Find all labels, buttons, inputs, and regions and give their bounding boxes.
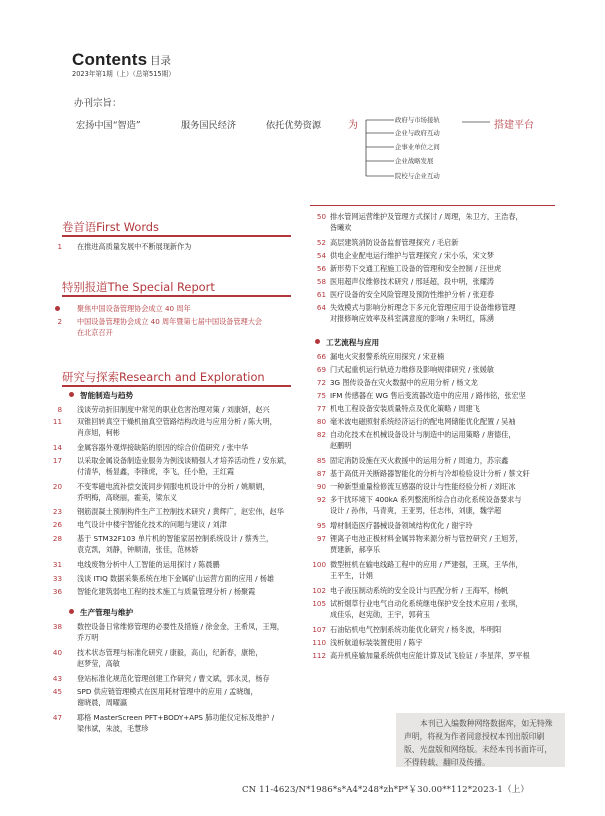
bridge-item: 企事业单位之间	[395, 143, 440, 151]
subsection-heading	[69, 390, 133, 401]
toc-entry-title: 袁克凯，刘静，钟顺清，张佳，范林娇	[77, 545, 199, 555]
toc-page-number: 31	[52, 560, 62, 569]
toc-entry-title: 基于 STM32F103 单片机的智能家居控制系统设计 / 蔡秀兰，	[77, 534, 274, 543]
toc-page-number: 58	[316, 277, 326, 286]
toc-page-number: 77	[316, 404, 326, 413]
toc-entry-title: 基于高低开关断路器智能化的分析与冷却检验设计分析 / 蔡文轩	[330, 469, 530, 478]
toc-entry-title: 王平生，计娟	[330, 571, 373, 581]
toc-entry-title: 微型桩机在输电线路工程中的应用 / 严建强，王瑛，王华伟，	[330, 560, 523, 569]
toc-entry-title: 电气设计中楼宇智能化技术的问题与建议 / 刘津	[77, 520, 227, 529]
toc-entry-title: 3G 图传设备在灾火数据中的应用分析 / 杨文龙	[330, 378, 478, 387]
toc-page-number: 75	[316, 391, 326, 400]
toc-page-number: 52	[316, 238, 326, 247]
toc-entry-title: 付清华，杨显鑫，李锋虎，李飞，任小艳，王红霞	[77, 467, 235, 477]
subsection-heading-text: 生产管理与维护	[80, 608, 134, 617]
toc-entry-title: 浅谈 ITIQ 数据采集系统在地下金属矿山运营方面的应用 / 杨雄	[77, 574, 275, 583]
toc-entry-title: 技术状态管理与标准化研究 / 康毅，高山，纪新春，康艳，	[77, 648, 263, 657]
toc-entry-title: 电线废物分析中人工智能的运用探讨 / 陈晨鹏	[77, 560, 220, 569]
slogan-3: 依托优势资源	[266, 120, 322, 131]
bridge-item: 企业与政府互动	[395, 129, 440, 137]
slogan-build-platform: 搭建平台	[494, 120, 534, 131]
toc-entry-title: 乔明梅，高晓丽，霍美，梁东义	[77, 493, 177, 503]
toc-entry-title: 石油钻机电气控制系统功能优化研究 / 杨冬波，毕明阳	[330, 625, 502, 634]
toc-entry-title: 浅析航道标装装置使用 / 陈宇	[330, 638, 423, 647]
toc-page-number: 26	[52, 520, 62, 529]
toc-page-number: 80	[316, 417, 326, 426]
toc-entry-title: 成佳乐，赵宪勋，王宇，郭荷玉	[330, 610, 430, 620]
subsection-heading-text: 工艺流程与应用	[326, 338, 380, 347]
toc-page-number: 8	[57, 405, 62, 414]
toc-page-number: 64	[316, 303, 326, 312]
bullet-icon	[69, 392, 74, 397]
bullet-icon	[315, 339, 320, 344]
toc-entry-title: 一种新型重量检修流互感器的设计与性能经验分析 / 刘旺冰	[330, 482, 516, 491]
subsection-heading-text: 智能制造与趋势	[80, 391, 134, 400]
toc-page-number: 66	[316, 352, 326, 361]
toc-page-number: 82	[316, 430, 326, 439]
toc-page-number: 2	[57, 317, 62, 326]
toc-entry-title: 漏电火灾报警系统应用探究 / 宋亚楠	[330, 352, 445, 361]
toc-entry-title: 医用超声仪维修技术研究 / 邢延超，段中明，张耀涛	[330, 277, 495, 286]
toc-page-number: 14	[52, 443, 62, 452]
toc-entry-title: 医疗设备的安全风险管理及预防性维护分析 / 张迎春	[330, 290, 495, 299]
toc-page-number: 17	[52, 456, 62, 465]
section-rule	[62, 385, 291, 387]
toc-entry-title: 增材制造医疗器械设备领域结构优化 / 谢宇玲	[330, 521, 473, 530]
bridge-item: 政府与市场接轨	[395, 116, 440, 124]
toc-page-number: 100	[312, 560, 326, 569]
toc-entry-title: 中国设备管理协会成立 40 周年暨第七届中国设备管理大会	[77, 317, 263, 326]
subsection-heading	[69, 607, 133, 618]
toc-entry-title: 不变零磁电流补偿交流同步伺服电机设计中的分析 / 姚顺娟，	[77, 482, 270, 491]
toc-page-number: 110	[312, 638, 326, 647]
toc-entry-title: 自动化技术在机械设备设计与制造中的运用策略 / 唐德佳，	[330, 430, 516, 439]
toc-page-number: 72	[316, 378, 326, 387]
slogan-2: 服务国民经济	[181, 120, 237, 131]
toc-page-number: 54	[316, 251, 326, 260]
toc-entry-title: 门式起重机运行轨迹力维修及影响规律研究 / 张媛敏	[330, 365, 495, 374]
toc-entry-title: 试析烟草行业电气自动化系统继电保护安全技术应用 / 张琪，	[330, 599, 523, 608]
toc-entry-title: 在北京召开	[77, 328, 113, 338]
toc-page-number: 43	[52, 674, 62, 683]
toc-page-number: 33	[52, 574, 62, 583]
section-title-preface: 卷首语First Words	[62, 220, 159, 234]
toc-page-number: 50	[316, 212, 326, 221]
purpose-label: 办刊宗旨：	[74, 98, 122, 109]
toc-entry-title: 浅谈劳动折旧制度中常见的职业危害治理对策 / 刘康妍，赵兴	[77, 405, 270, 414]
copyright-notice	[396, 713, 565, 767]
toc-page-number: 107	[312, 625, 326, 634]
toc-entry-title: 排水管网运营维护及管理方式探讨 / 周理，朱卫方，王浩春，	[330, 212, 523, 221]
toc-page-number: 40	[52, 648, 62, 657]
section-title-special: 特别报道The Special Report	[62, 280, 215, 294]
slogan-wei: 为	[348, 120, 358, 131]
toc-page-number: 38	[52, 622, 62, 631]
toc-entry-title: IFM 传感器在 WG 售后变流器改造中的应用 / 路伟铭，张宏坚	[330, 391, 526, 400]
toc-page-number: 92	[316, 495, 326, 504]
toc-entry-title: 锂离子电池正极材料金属异物来源分析与管控研究 / 王旭芳，	[330, 534, 523, 543]
toc-entry-title: 新形势下交通工程施工设备的管理和安全控制 / 汪世虎	[330, 264, 502, 273]
subsection-heading	[315, 337, 379, 348]
toc-entry-title: SPD 供应链管理模式在医用耗材管理中的应用 / 孟晓珈，	[77, 687, 258, 696]
toc-entry-title: 赵鹏明	[330, 441, 352, 451]
toc-entry-title: 梁伟斌，朱波，毛慧珍	[77, 724, 149, 734]
toc-page-number: 1	[57, 242, 62, 251]
issue-info: 2023年第1期（上）（总第515期）	[72, 70, 175, 78]
toc-page-number: 69	[316, 365, 326, 374]
toc-entry-title: 贾建新，郝享乐	[330, 545, 380, 555]
toc-page-number: 87	[316, 469, 326, 478]
toc-page-number: 97	[316, 534, 326, 543]
toc-page-number: 45	[52, 687, 62, 696]
toc-page-number: 90	[316, 482, 326, 491]
toc-entry-title: 多干扰环境下 400kA 系列整流所综合自动化系统设备要求与	[330, 495, 522, 504]
toc-entry-title: 高升机座输加量系统供电应能计算及试飞验证 / 李星萍，罗平根	[330, 651, 530, 660]
toc-entry-title: 高层建筑消防设备监督管理探究 / 毛启新	[330, 238, 459, 247]
toc-entry-title: 对报修响应效率及科室满意度的影响 / 朱明红，陈湧	[330, 314, 495, 324]
toc-page-number: 11	[52, 417, 62, 426]
section-rule	[62, 235, 291, 237]
toc-page-number: 61	[316, 290, 326, 299]
toc-entry-title: 肖彦旭，柯彬	[77, 428, 120, 438]
publication-code: CN 11-4623/N*1986*s*A4*248*zh*P*￥30.00**112*2023-1（上）	[242, 785, 530, 795]
toc-page-number: 85	[316, 456, 326, 465]
toc-entry-title: 供电企业配电运行维护与管理探究 / 宋小乐，宋文梦	[330, 251, 495, 260]
contents-title: Contents	[72, 50, 148, 69]
toc-page-number: 112	[312, 651, 326, 660]
toc-entry-title: 固定消防设施在灭火救援中的运用分析 / 周迪力，苏宗鑫	[330, 456, 509, 465]
toc-entry-title: 在推进高质量发展中不断展现新作为	[77, 242, 192, 251]
toc-entry-title: 双锥回转真空干燥机抽真空管路结构改进与应用分析 / 陈大明，	[77, 417, 277, 426]
right-column-rule	[310, 205, 555, 206]
toc-entry-title: 数控设备日常维修管理的必要性及措施 / 徐金金，王希凤，王翔，	[77, 622, 284, 631]
bullet-icon	[55, 306, 60, 311]
toc-entry-title: 机电工程设备安装质量特点及优化策略 / 周建飞	[330, 404, 480, 413]
toc-page-number: 95	[316, 521, 326, 530]
toc-page-number: 47	[52, 713, 62, 722]
toc-entry-title: 谢晓晨，周曜瀛	[77, 698, 127, 708]
toc-entry-title: 金属容器外观焊接缺陷的原因的综合价值研究 / 张中华	[77, 443, 249, 452]
toc-page-number: 28	[52, 534, 62, 543]
toc-entry-title: 钢筋混凝土预制构件生产工控制技术研究 / 黄辉广，赵宏伟，赵华	[77, 507, 284, 516]
toc-page-number: 36	[52, 587, 62, 596]
toc-page-number: 56	[316, 264, 326, 273]
slogan-1: 宏扬中国“智造”	[76, 120, 141, 131]
toc-entry-title: 智能化建筑弱电工程的技术施工与质量管理分析 / 杨聚霞	[77, 587, 256, 596]
toc-entry-title: 乔万明	[77, 633, 99, 643]
toc-page-number: 20	[52, 482, 62, 491]
toc-page-number: 102	[312, 586, 326, 595]
section-title-research: 研究与探索Research and Exploration	[62, 370, 265, 384]
toc-entry-title: 昝曦欢	[330, 223, 352, 233]
bridge-item: 院校与企业互动	[395, 172, 440, 180]
toc-entry-title: 设计 / 孙伟，马青爽，王亚男，任志伟，刘康，魏学超	[330, 506, 502, 516]
toc-entry-title: 耶格 MasterScreen PFT+BODY+APS 肺功能仪定标及维护 /	[77, 713, 275, 722]
toc-entry-title: 以采取金属设备制造业服务为例浅谈精强人才培养活动性 / 安东斌，	[77, 456, 292, 465]
bullet-icon	[69, 609, 74, 614]
bridge-item: 企业战略发展	[395, 157, 434, 165]
toc-entry-title: 聚焦中国设备管理协会成立 40 周年	[77, 304, 191, 313]
section-rule	[62, 295, 291, 297]
toc-entry-title: 电子液压制动系统的安全设计与匹配分析 / 王海军，杨帆	[330, 586, 509, 595]
contents-title-zh: 目录	[150, 55, 171, 67]
copyright-notice-text: 本刊已入编数种网络数据库，如无特殊声明，将视为作者同意授权本刊出版印刷版、光盘版和网络版。未经本刊书面许可，不得转载、翻印及传播。	[404, 719, 553, 767]
toc-entry-title: 登站标准化规范化管理创建工作研究 / 曹文斌，郭永灵，杨存	[77, 674, 270, 683]
toc-page-number: 23	[52, 507, 62, 516]
toc-page-number: 105	[312, 599, 326, 608]
toc-entry-title: 失效模式与影响分析理念下多元化管理应用于设备维修管理	[330, 303, 516, 312]
toc-entry-title: 赵梦莹，高敏	[77, 659, 120, 669]
toc-entry-title: 毫米波电磁照射系统经济运行的配电网储能优化配置 / 吴袖	[330, 417, 516, 426]
